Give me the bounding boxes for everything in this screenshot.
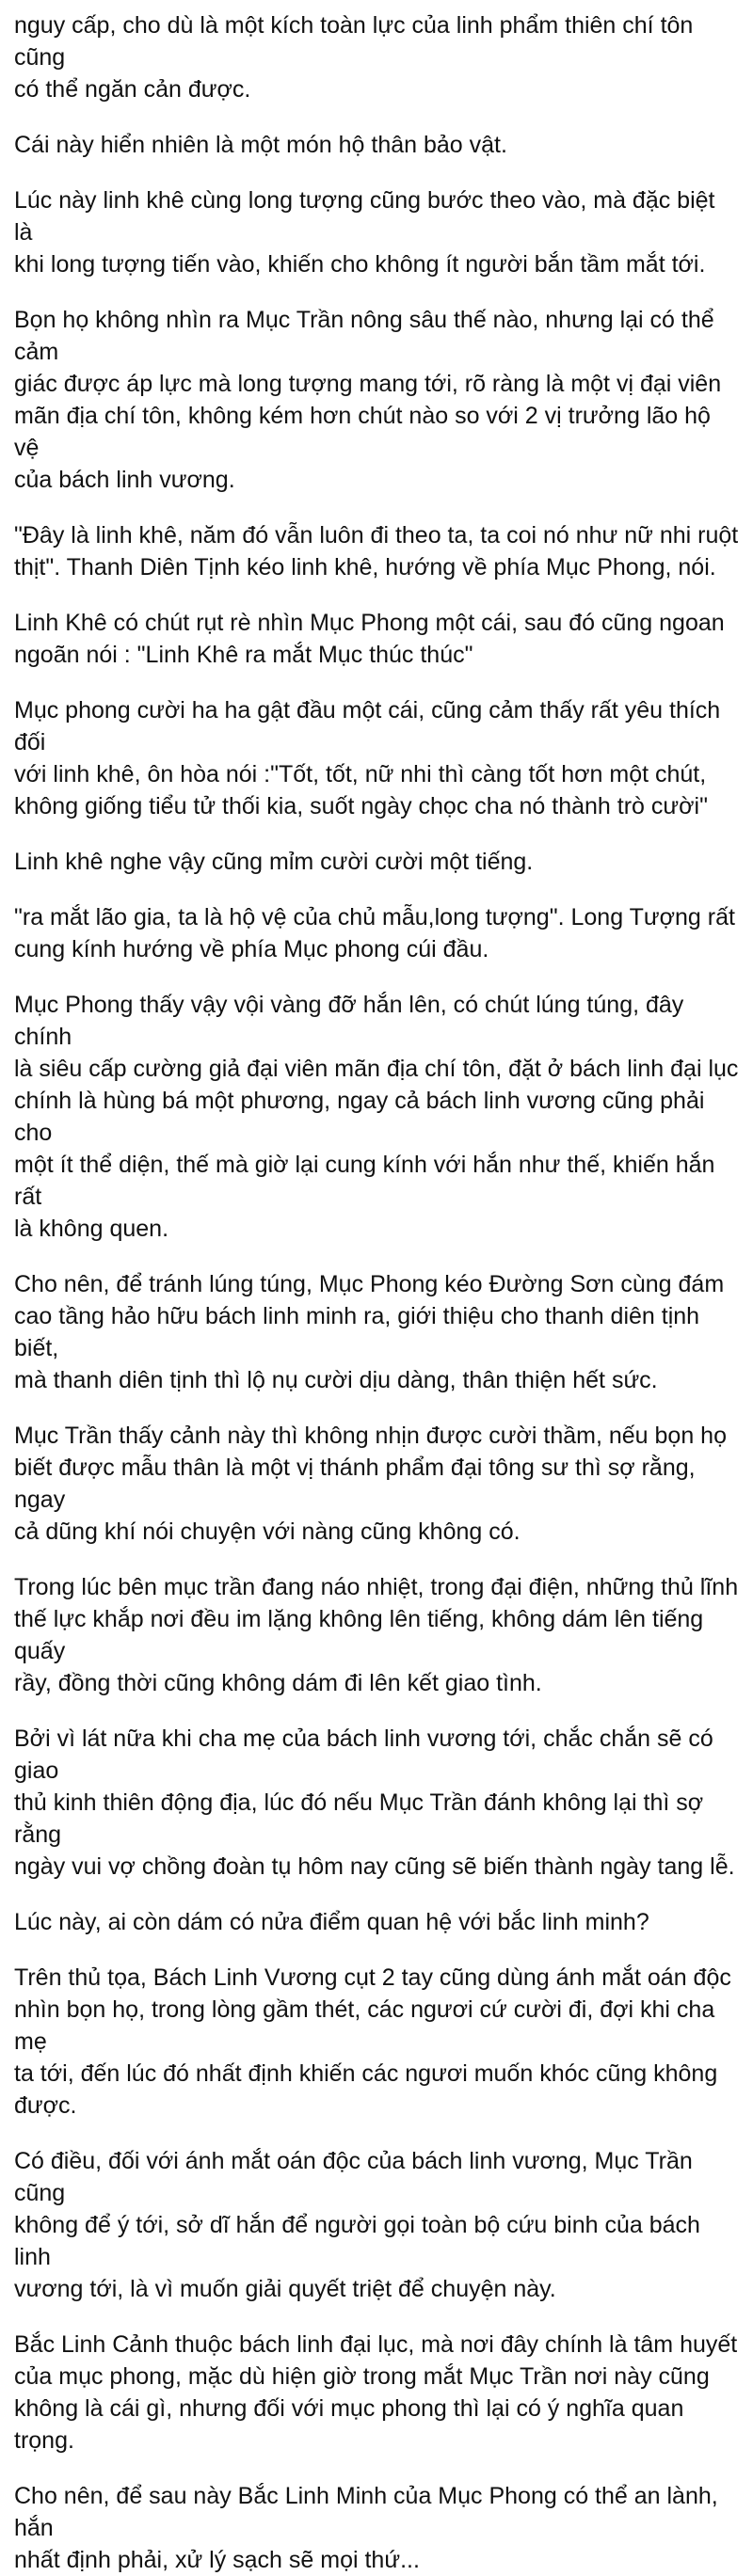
paragraph: Lúc này linh khê cùng long tượng cũng bước theo vào, mà đặc biệt là khi long tượng tiến vào, khiến cho không ít người bắn tầm mắt tới.: [14, 187, 715, 278]
paragraph: Trên thủ tọa, Bách Linh Vương cụt 2 tay cũng dùng ánh mắt oán độc nhìn bọn họ, trong lòng gầm thét, các ngươi cứ cười đi, đợi khi cha mẹ ta tới, đến lúc đó nhất định khiến các ngươi muốn khóc cũng không được.: [14, 1964, 731, 2119]
paragraph: Mục phong cười ha ha gật đầu một cái, cũng cảm thấy rất yêu thích đối với linh khê, ôn hòa nói :"Tốt, tốt, nữ nhi thì càng tốt hơn một chút, không giống tiểu tử thối kia, suốt ngày chọc cha nó thành trò cười": [14, 697, 721, 819]
paragraph: nguy cấp, cho dù là một kích toàn lực của linh phẩm thiên chí tôn cũng có thể ngăn cản được.: [14, 12, 694, 103]
paragraph: Mục Phong thấy vậy vội vàng đỡ hắn lên, có chút lúng túng, đây chính là siêu cấp cường giả đại viên mãn địa chí tôn, đặt ở bách linh đại lục chính là hùng bá một phương, ngay cả bách linh vương cũng phải cho một ít thể diện, thế mà giờ lại cung kính với hắn như thế, khiến hắn rất là không quen.: [14, 992, 739, 1242]
paragraph: Cho nên, để tránh lúng túng, Mục Phong kéo Đường Sơn cùng đám cao tầng hảo hữu bách linh minh ra, giới thiệu cho thanh diên tịnh biết, mà thanh diên tịnh thì lộ nụ cười dịu dàng, thân thiện hết sức.: [14, 1271, 725, 1393]
paragraph: Cái này hiển nhiên là một món hộ thân bảo vật.: [14, 132, 507, 158]
paragraph: Có điều, đối với ánh mắt oán độc của bách linh vương, Mục Trần cũng không để ý tới, sở dĩ hắn để người gọi toàn bộ cứu binh của bách linh vương tới, là vì muốn giải quyết triệt để chuyện này.: [14, 2148, 700, 2302]
paragraph: "Đây là linh khê, năm đó vẫn luôn đi theo ta, ta coi nó như nữ nhi ruột thịt". Thanh Diên Tịnh kéo linh khê, hướng về phía Mục Phong, nói.: [14, 522, 739, 580]
paragraph: Bọn họ không nhìn ra Mục Trần nông sâu thế nào, nhưng lại có thể cảm giác được áp lực mà long tượng mang tới, rõ ràng là một vị đại viên mãn địa chí tôn, không kém hơn chút nào so với 2 vị trưởng lão hộ vệ của bách linh vương.: [14, 307, 722, 493]
paragraph: Trong lúc bên mục trần đang náo nhiệt, trong đại điện, những thủ lĩnh thế lực khắp nơi đều im lặng không lên tiếng, không dám lên tiếng quấy rầy, đồng thời cũng không dám đi lên kết giao tình.: [14, 1574, 739, 1696]
paragraph: Lúc này, ai còn dám có nửa điểm quan hệ với bắc linh minh?: [14, 1909, 649, 1935]
paragraph: Linh khê nghe vậy cũng mỉm cười cười một tiếng.: [14, 849, 534, 875]
paragraph: Cho nên, để sau này Bắc Linh Minh của Mục Phong có thể an lành, hắn nhất định phải, xử lý sạch sẽ mọi thứ...: [14, 2483, 718, 2573]
paragraph: Bởi vì lát nữa khi cha mẹ của bách linh vương tới, chắc chắn sẽ có giao thủ kinh thiên động địa, lúc đó nếu Mục Trần đánh không lại thì sợ rằng ngày vui vợ chồng đoàn tụ hôm nay cũng sẽ biến thành ngày tang lễ.: [14, 1725, 735, 1880]
paragraph: Mục Trần thấy cảnh này thì không nhịn được cười thầm, nếu bọn họ biết được mẫu thân là một vị thánh phẩm đại tông sư thì sợ rằng, ngay cả dũng khí nói chuyện với nàng cũng không có.: [14, 1423, 727, 1545]
paragraph: "ra mắt lão gia, ta là hộ vệ của chủ mẫu,long tượng". Long Tượng rất cung kính hướng về phía Mục phong cúi đầu.: [14, 904, 735, 962]
paragraph: Bắc Linh Cảnh thuộc bách linh đại lục, mà nơi đây chính là tâm huyết của mục phong, mặc dù hiện giờ trong mắt Mục Trần nơi này cũng không là cái gì, nhưng đối với mục phong thì lại có ý nghĩa quan trọng.: [14, 2331, 738, 2454]
story-text: [14, 9, 739, 2576]
paragraph: Linh Khê có chút rụt rè nhìn Mục Phong một cái, sau đó cũng ngoan ngoãn nói : "Linh Khê ra mắt Mục thúc thúc": [14, 610, 725, 668]
